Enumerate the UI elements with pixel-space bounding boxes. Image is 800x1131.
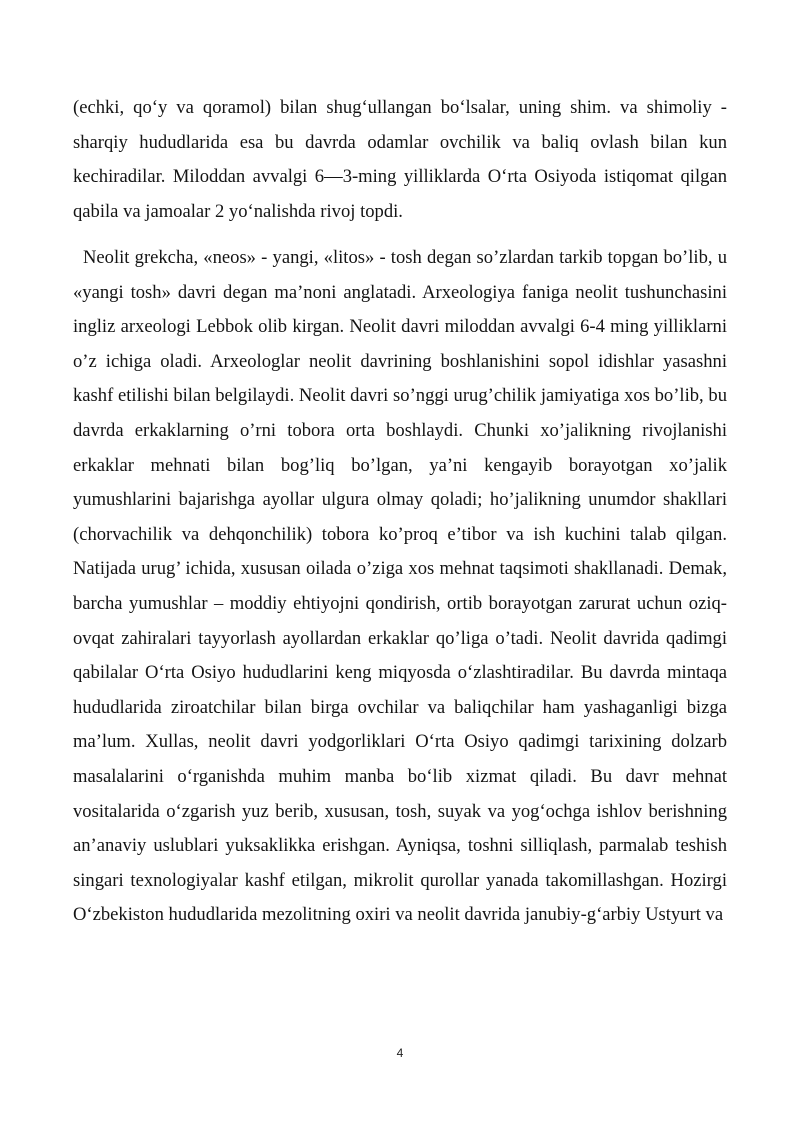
- text-paragraph-2: [73, 241, 727, 933]
- paragraph-1-text: (echki, qo‘y va qoramol) bilan shug‘ullangan bo‘lsalar, uning shim. va shimoliy - sharqiy hududlarida esa bu davrda odamlar ovchilik va baliq ovlash bilan kun kechiradilar. Miloddan avvalgi 6—3-ming yilliklarda O‘rta Osiyoda istiqomat qilgan qabila va jamoalar 2 yo‘nalishda rivoj topdi.: [73, 97, 727, 222]
- text-paragraph-1: [73, 91, 727, 229]
- paragraph-2-text: Neolit grekcha, «neos» - yangi, «litos» - tosh degan so’zlardan tarkib topgan bo’lib, u «yangi tosh» davri degan ma’noni anglatadi. Arxeologiya faniga neolit tushunchasini ingliz arxeologi Lebbok olib kirgan. Neolit davri miloddan avvalgi 6-4 ming yilliklarni o’z ichiga oladi. Arxeologlar neolit davrining boshlanishini sopol idishlar yasashni kashf etilishi bilan belgilaydi. Neolit davri so’nggi urug’chilik jamiyatiga xos bo’lib, bu davrda erkaklarning o’rni tobora orta boshlaydi. Chunki xo’jalikning rivojlanishi erkaklar mehnati bilan bog’liq bo’lgan, ya’ni kengayib borayotgan xo’jalik yumushlarini bajarishga ayollar ulgura olmay qoladi; ho’jalikning unumdor shakllari (chorvachilik va dehqonchilik) tobora ko’proq e’tibor va ish kuchini talab qilgan. Natijada urug’ ichida, xususan oilada o’ziga xos mehnat taqsimoti shakllanadi. Demak, barcha yumushlar – moddiy ehtiyojni qondirish, ortib borayotgan zarurat uchun oziq-ovqat zahiralari tayyorlash ayollardan erkaklar qo’liga o’tadi. Neolit davrida qadimgi qabilalar O‘rta Osiyo hududlarini keng miqyosda o‘zlashtiradilar. Bu davrda mintaqa hududlarida ziroatchilar bilan birga ovchilar va baliqchilar ham yashaganligi bizga ma’lum. Xullas, neolit davri yodgorliklari O‘rta Osiyo qadimgi tarixining dolzarb masalalarini o‘rganishda muhim manba bo‘lib xizmat qiladi. Bu davr mehnat vositalarida o‘zgarish yuz berib, xususan, tosh, suyak va yog‘ochga ishlov berishning an’anaviy uslublari yuksaklikka erishgan. Ayniqsa, toshni silliqlash, parmalab teshish singari texnologiyalar kashf etilgan, mikrolit qurollar yanada takomillashgan. Hozirgi O‘zbekiston hududlarida mezolitning oxiri va neolit davrida janubiy-g‘arbiy Ustyurt va: [73, 247, 727, 926]
- paragraph-2-container: [73, 241, 727, 933]
- page-number: 4: [396, 1046, 404, 1060]
